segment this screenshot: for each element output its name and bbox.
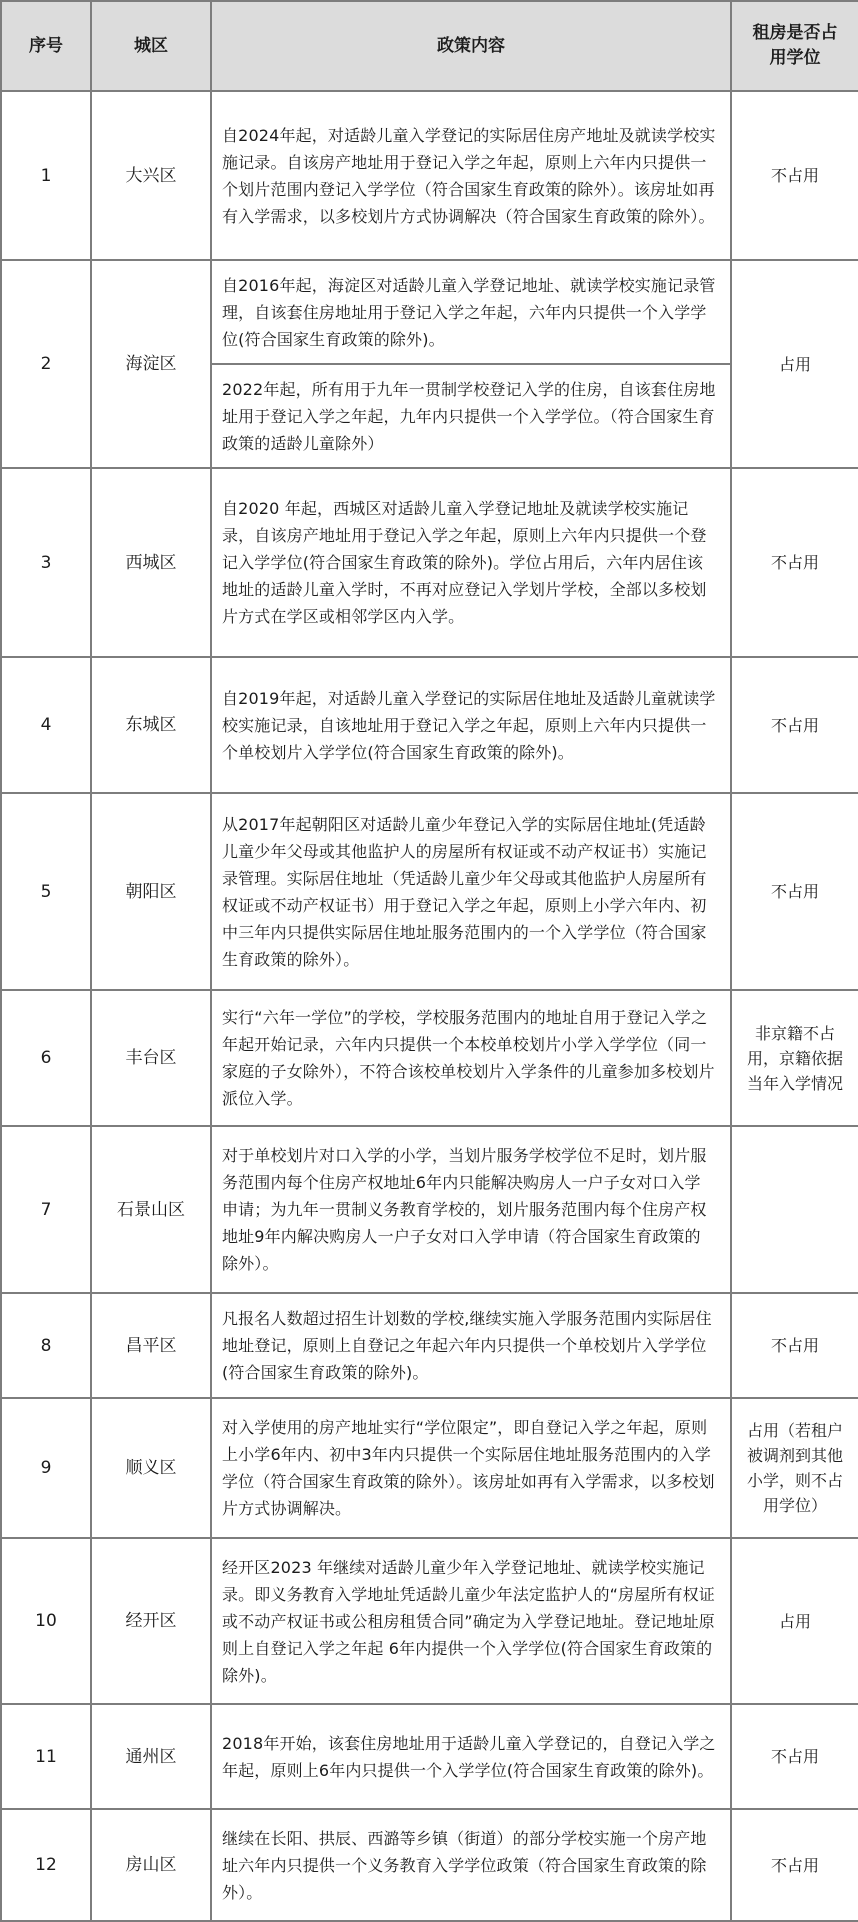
row-occupy: 不占用 xyxy=(731,1704,858,1809)
row-occupy: 不占用 xyxy=(731,657,858,793)
table-row xyxy=(1,91,858,260)
row-district: 房山区 xyxy=(91,1809,211,1921)
row-district: 西城区 xyxy=(91,468,211,657)
row-index: 2 xyxy=(1,260,91,468)
row-district: 经开区 xyxy=(91,1538,211,1704)
header-district: 城区 xyxy=(91,1,211,91)
row-policy: 自2020 年起，西城区对适龄儿童入学登记地址及就读学校实施记录，自该房产地址用于登记入学之年起，原则上六年内只提供一个登记入学学位(符合国家生育政策的除外)。学位占用后，六年内居住该地址的适龄儿童入学时，不再对应登记入学划片学校，全部以多校划片方式在学区或相邻学区内入学。 xyxy=(211,468,731,657)
row-occupy: 占用 xyxy=(731,1538,858,1704)
row-occupy: 不占用 xyxy=(731,91,858,260)
row-policy: 自2024年起，对适龄儿童入学登记的实际居住房产地址及就读学校实施记录。自该房产地址用于登记入学之年起，原则上六年内只提供一个划片范围内登记入学学位（符合国家生育政策的除外）。该房址如再有入学需求，以多校划片方式协调解决（符合国家生育政策的除外）。 xyxy=(211,91,731,260)
row-policy: 对于单校划片对口入学的小学，当划片服务学校学位不足时，划片服务范围内每个住房产权地址6年内只能解决购房人一户子女对口入学申请；为九年一贯制义务教育学校的，划片服务范围内每个住房产权地址9年内解决购房人一户子女对口入学申请（符合国家生育政策的除外）。 xyxy=(211,1126,731,1293)
table-row xyxy=(1,793,858,990)
row-policy: 继续在长阳、拱辰、西潞等乡镇（街道）的部分学校实施一个房产地址六年内只提供一个义务教育入学学位政策（符合国家生育政策的除外）。 xyxy=(211,1809,731,1921)
table-row xyxy=(1,1398,858,1538)
table-row xyxy=(1,468,858,657)
row-district: 石景山区 xyxy=(91,1126,211,1293)
row-district: 通州区 xyxy=(91,1704,211,1809)
table-row xyxy=(1,1809,858,1921)
table-row xyxy=(1,1704,858,1809)
row-policy: 实行“六年一学位”的学校，学校服务范围内的地址自用于登记入学之年起开始记录，六年内只提供一个本校单校划片小学入学学位（同一家庭的子女除外），不符合该校单校划片入学条件的儿童参加多校划片派位入学。 xyxy=(211,990,731,1126)
row-district: 东城区 xyxy=(91,657,211,793)
header-index: 序号 xyxy=(1,1,91,91)
row-occupy: 不占用 xyxy=(731,793,858,990)
table-row xyxy=(1,1126,858,1293)
table-row xyxy=(1,990,858,1126)
row-index: 7 xyxy=(1,1126,91,1293)
row-index: 12 xyxy=(1,1809,91,1921)
row-district: 丰台区 xyxy=(91,990,211,1126)
row-occupy: 占用 xyxy=(731,260,858,468)
row-district: 顺义区 xyxy=(91,1398,211,1538)
row-index: 5 xyxy=(1,793,91,990)
header-occupy: 租房是否占用学位 xyxy=(731,1,858,91)
row-occupy: 占用（若租户被调剂到其他小学，则不占用学位） xyxy=(731,1398,858,1538)
row-occupy: 不占用 xyxy=(731,468,858,657)
row-policy: 自2016年起，海淀区对适龄儿童入学登记地址、就读学校实施记录管理，自该套住房地址用于登记入学之年起，六年内只提供一个入学学位(符合国家生育政策的除外)。 xyxy=(211,260,731,364)
row-policy: 凡报名人数超过招生计划数的学校,继续实施入学服务范围内实际居住地址登记，原则上自登记之年起六年内只提供一个单校划片入学学位(符合国家生育政策的除外)。 xyxy=(211,1293,731,1398)
row-occupy: 不占用 xyxy=(731,1809,858,1921)
row-district: 海淀区 xyxy=(91,260,211,468)
row-occupy xyxy=(731,1126,858,1293)
row-policy: 经开区2023 年继续对适龄儿童少年入学登记地址、就读学校实施记录。即义务教育入学地址凭适龄儿童少年法定监护人的“房屋所有权证或不动产权证书或公租房租赁合同”确定为入学登记地址。登记地址原则上自登记入学之年起 6年内提供一个入学学位(符合国家生育政策的除外)。 xyxy=(211,1538,731,1704)
row-policy: 2018年开始，该套住房地址用于适龄儿童入学登记的，自登记入学之年起，原则上6年内只提供一个入学学位(符合国家生育政策的除外)。 xyxy=(211,1704,731,1809)
row-district: 昌平区 xyxy=(91,1293,211,1398)
row-policy: 自2019年起，对适龄儿童入学登记的实际居住地址及适龄儿童就读学校实施记录，自该地址用于登记入学之年起，原则上六年内只提供一个单校划片入学学位(符合国家生育政策的除外)。 xyxy=(211,657,731,793)
header-row xyxy=(1,1,858,91)
row-index: 8 xyxy=(1,1293,91,1398)
row-policy: 从2017年起朝阳区对适龄儿童少年登记入学的实际居住地址(凭适龄儿童少年父母或其他监护人的房屋所有权证或不动产权证书）实施记录管理。实际居住地址（凭适龄儿童少年父母或其他监护人房屋所有权证或不动产权证书）用于登记入学之年起，原则上小学六年内、初中三年内只提供实际居住地址服务范围内的一个入学学位（符合国家生育政策的除外）。 xyxy=(211,793,731,990)
table-row xyxy=(1,657,858,793)
row-district: 朝阳区 xyxy=(91,793,211,990)
row-index: 4 xyxy=(1,657,91,793)
row-district: 大兴区 xyxy=(91,91,211,260)
header-policy: 政策内容 xyxy=(211,1,731,91)
row-policy: 对入学使用的房产地址实行“学位限定”，即自登记入学之年起，原则上小学6年内、初中3年内只提供一个实际居住地址服务范围内的入学学位（符合国家生育政策的除外）。该房址如再有入学需求，以多校划片方式协调解决。 xyxy=(211,1398,731,1538)
row-index: 9 xyxy=(1,1398,91,1538)
table-row xyxy=(1,1293,858,1398)
row-index: 10 xyxy=(1,1538,91,1704)
row-index: 3 xyxy=(1,468,91,657)
table-row xyxy=(1,260,858,364)
table-row xyxy=(1,1538,858,1704)
row-index: 1 xyxy=(1,91,91,260)
row-occupy: 不占用 xyxy=(731,1293,858,1398)
row-index: 6 xyxy=(1,990,91,1126)
row-index: 11 xyxy=(1,1704,91,1809)
row-occupy: 非京籍不占用，京籍依据当年入学情况 xyxy=(731,990,858,1126)
row-policy: 2022年起，所有用于九年一贯制学校登记入学的住房，自该套住房地址用于登记入学之年起，九年内只提供一个入学学位。（符合国家生育政策的适龄儿童除外） xyxy=(211,364,731,468)
